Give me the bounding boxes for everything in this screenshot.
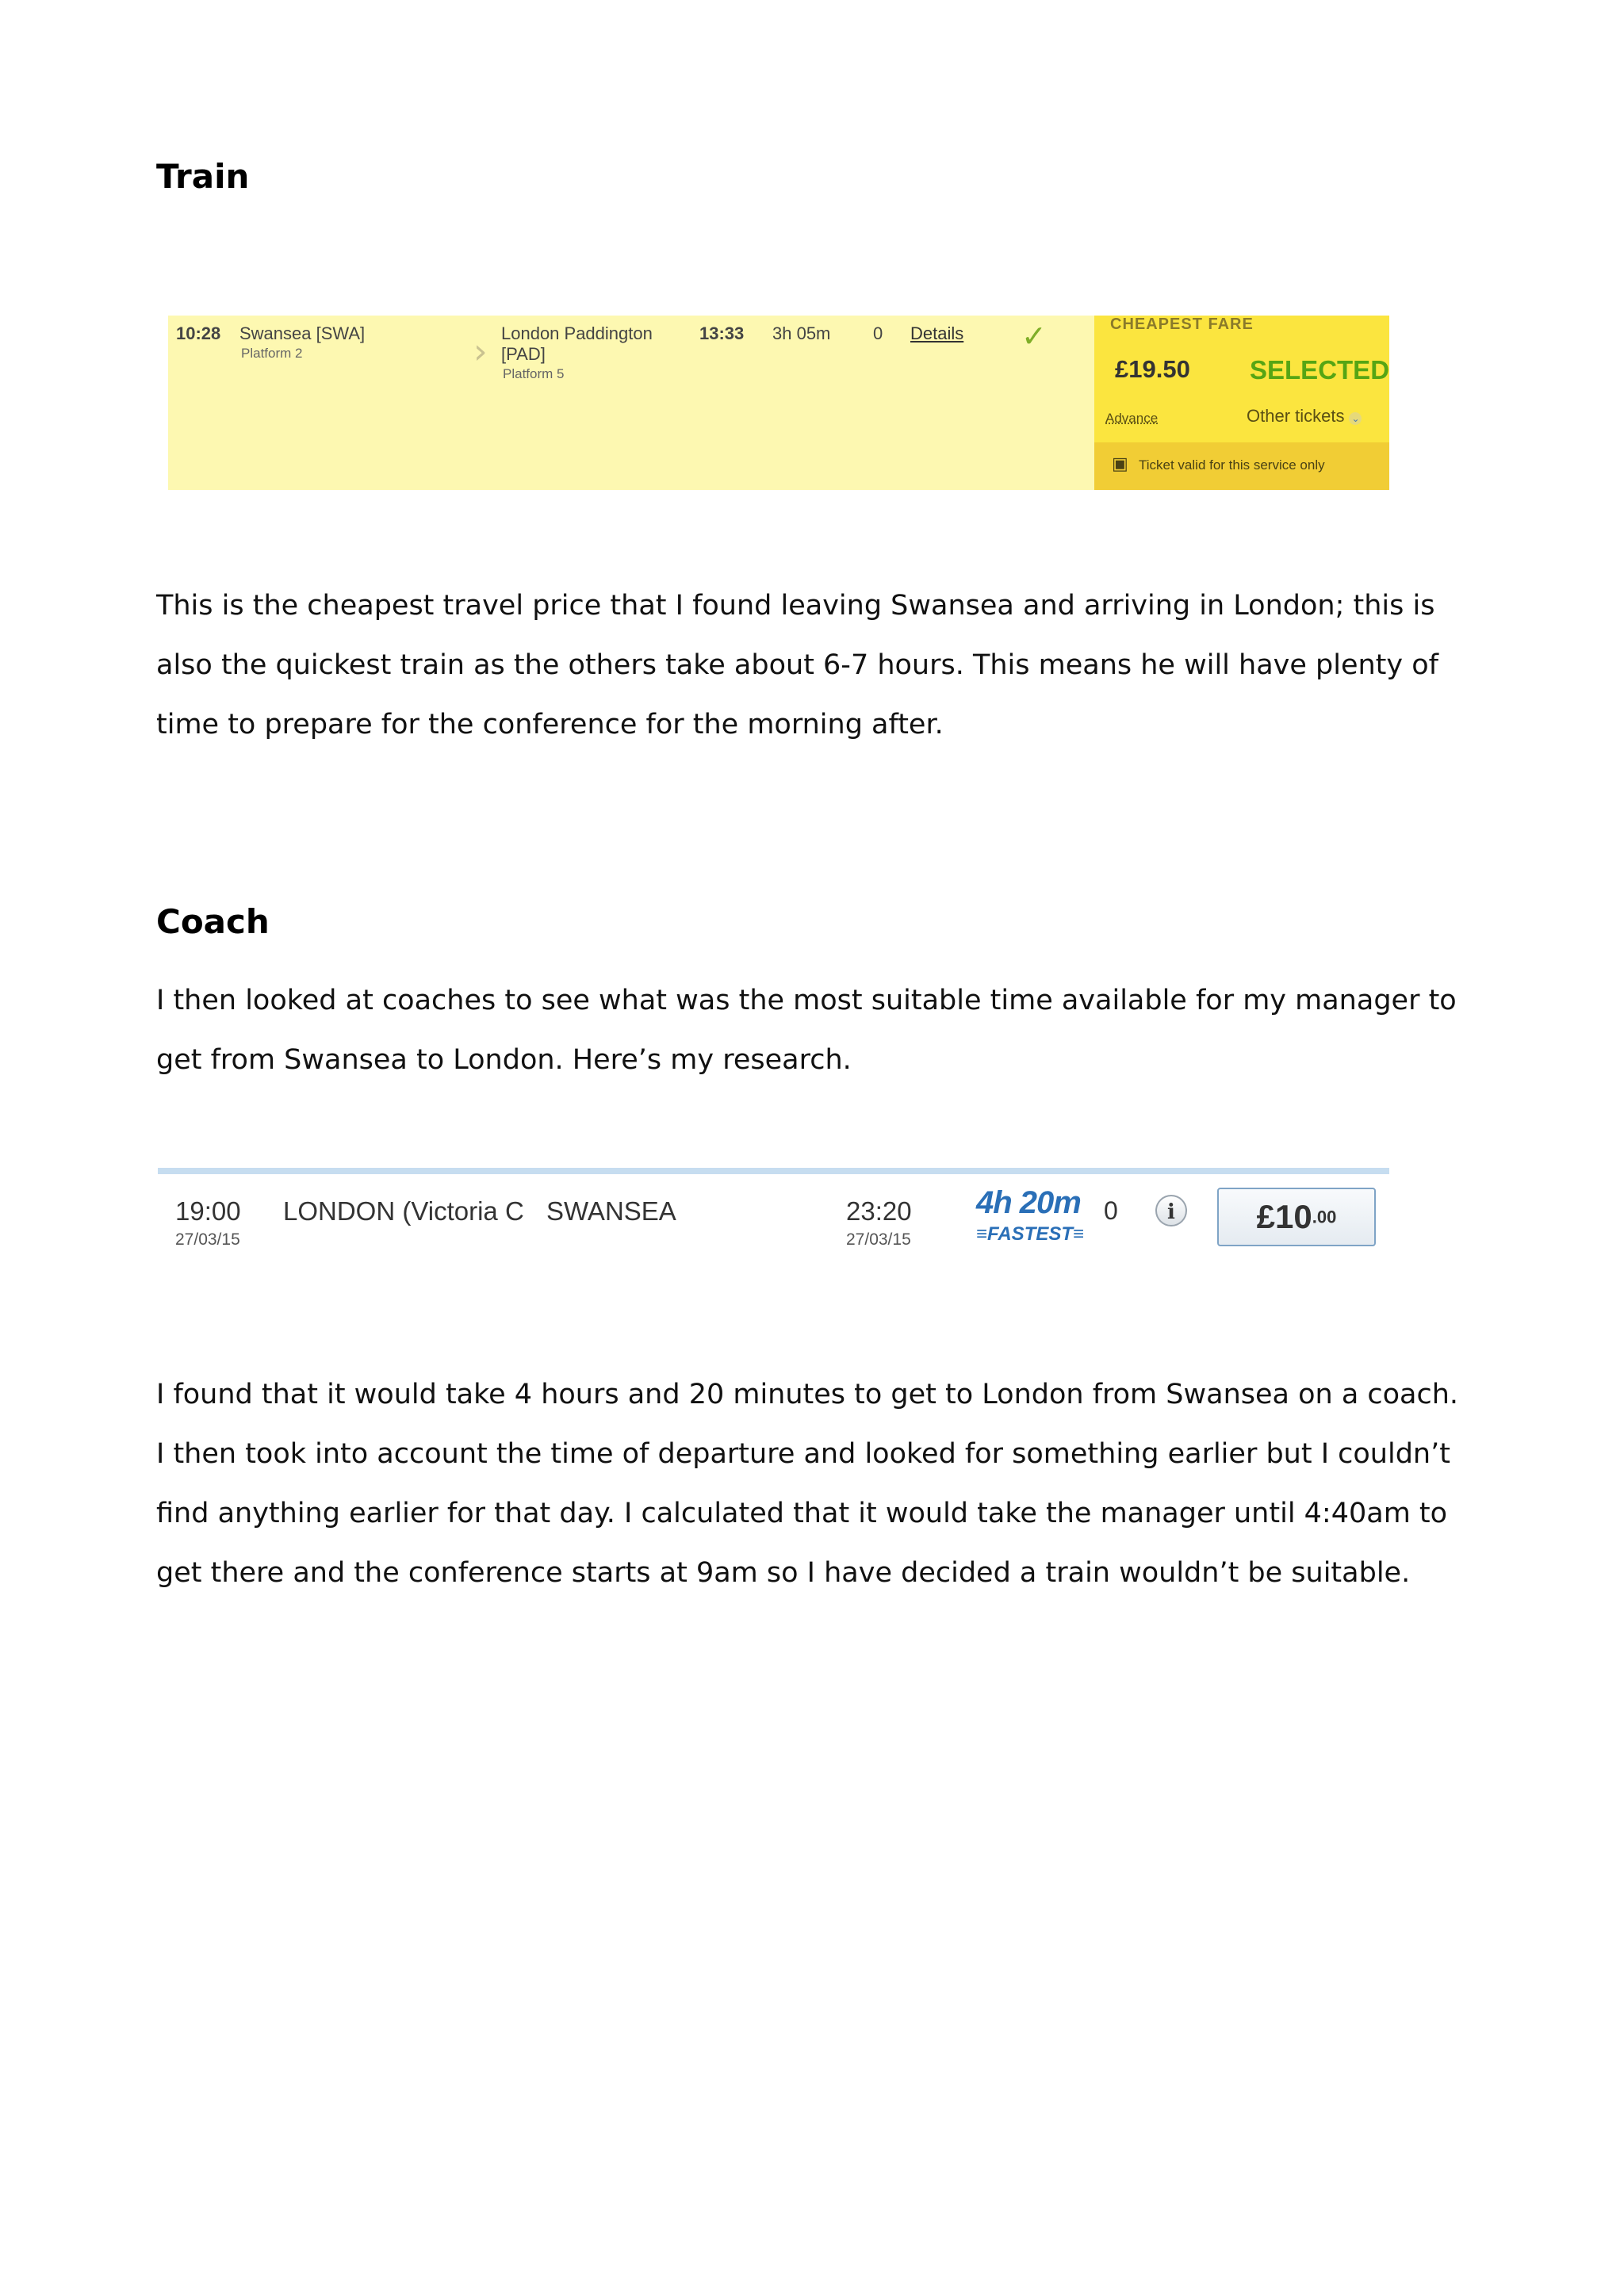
other-tickets-dropdown[interactable]	[1247, 406, 1362, 427]
coach-duration: 4h 20m	[976, 1185, 1081, 1220]
coach-intro: I then looked at coaches to see what was the most suitable time available for my manager to get from Swansea to London. Here’s my research.	[156, 985, 1457, 1076]
train-paragraph: This is the cheapest travel price that I found leaving Swansea and arriving in London; this is also the quickest train as the others take about 6-7 hours. This means he will have plenty of time to prepare for the conference for the morning after.	[156, 590, 1438, 740]
coach-price: £10	[1256, 1198, 1312, 1235]
coach-arrive-time: 23:20	[846, 1196, 912, 1226]
train-origin: Swansea [SWA]	[239, 323, 366, 343]
coach-depart-time: 19:00	[175, 1196, 241, 1226]
train-destination: London Paddington	[501, 323, 653, 343]
train-heading: Train	[156, 157, 250, 196]
bus-icon: ▣	[1112, 453, 1128, 473]
coach-from: LONDON (Victoria C	[283, 1196, 524, 1226]
fare-note-strip	[1094, 442, 1389, 490]
other-tickets-label: Other tickets	[1247, 406, 1345, 426]
coach-to: SWANSEA	[546, 1196, 676, 1226]
train-arrive-time: 13:33	[699, 323, 745, 343]
coach-changes: 0	[1104, 1196, 1118, 1225]
coach-depart-date: 27/03/15	[175, 1230, 240, 1249]
coach-arrive-date: 27/03/15	[846, 1230, 911, 1249]
fastest-badge: ≡FASTEST≡	[976, 1223, 1085, 1245]
fare-type-link[interactable]: Advance	[1105, 411, 1159, 426]
train-destination-code: [PAD]	[501, 344, 546, 364]
chevron-right-icon: ›	[473, 331, 488, 372]
train-origin-platform: Platform 2	[241, 346, 303, 361]
coach-price-pence: .00	[1312, 1207, 1337, 1227]
coach-heading: Coach	[156, 902, 270, 941]
train-details-link[interactable]: Details	[910, 323, 964, 343]
train-destination-platform: Platform 5	[503, 366, 565, 381]
train-result-row[interactable]	[168, 316, 1389, 490]
fare-title: CHEAPEST FARE	[1110, 316, 1254, 333]
coach-price-button[interactable]	[1217, 1188, 1376, 1246]
divider	[158, 1168, 1389, 1174]
fare-panel[interactable]	[1094, 316, 1389, 490]
coach-paragraph: I found that it would take 4 hours and 20 minutes to get to London from Swansea on a coach. I then took into account the time of departure and looked for something earlier but I couldn’t find anything earlier for that day. I calculated that it would take the manager until 4:40am to get there and the conference starts at 9am so I have decided a train wouldn’t be suitable.	[156, 1379, 1459, 1589]
chevron-down-icon: ⌄	[1349, 412, 1362, 425]
fastest-label: FASTEST	[987, 1223, 1074, 1245]
fare-price: £19.50	[1115, 355, 1190, 383]
train-depart-time: 10:28	[176, 323, 221, 343]
checkmark-icon: ✓	[1021, 319, 1047, 354]
info-icon[interactable]: i	[1155, 1195, 1187, 1226]
coach-result-row[interactable]	[156, 1168, 1389, 1287]
fare-note: Ticket valid for this service only	[1139, 457, 1325, 473]
train-duration: 3h 05m	[772, 323, 831, 343]
train-changes: 0	[873, 323, 883, 343]
fare-selected-status: SELECTED	[1250, 355, 1390, 385]
